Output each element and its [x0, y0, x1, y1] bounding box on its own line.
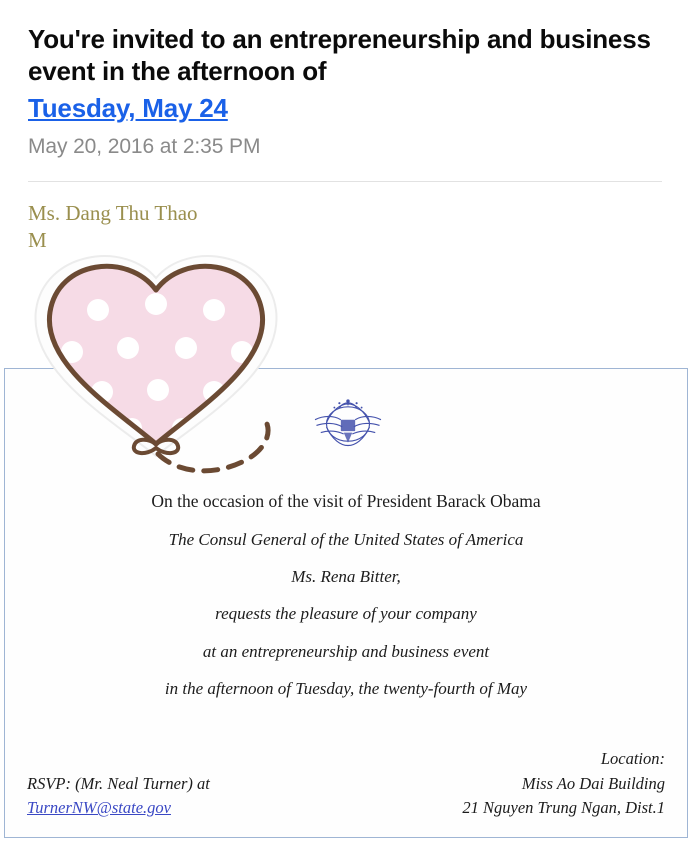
invitation-line: in the afternoon of Tuesday, the twenty-fourth of May	[164, 678, 528, 698]
email-header	[0, 0, 690, 159]
location-block	[462, 747, 665, 821]
rsvp-block	[27, 772, 210, 822]
recipient-name: Ms. Dang Thu Thao	[28, 200, 198, 225]
invitation-footer	[5, 747, 687, 821]
invitation-body	[5, 491, 687, 715]
invitation-line: Ms. Rena Bitter,	[291, 567, 401, 587]
location-line-2: 21 Nguyen Trung Ngan, Dist.1	[462, 798, 665, 818]
location-line-1: Miss Ao Dai Building	[521, 773, 665, 793]
email-timestamp: May 20, 2016 at 2:35 PM	[28, 134, 261, 158]
email-subject: You're invited to an entrepreneurship and business event in the afternoon of	[28, 24, 651, 86]
invitation-line: The Consul General of the United States of America	[168, 529, 524, 549]
rsvp-label: RSVP: (Mr. Neal Turner) at	[27, 773, 210, 793]
location-label: Location:	[600, 748, 665, 768]
event-date-link[interactable]: Tuesday, May 24	[28, 93, 228, 124]
recipient-block	[0, 182, 690, 254]
recipient-second-line: M	[28, 227, 47, 252]
invitation-line: On the occasion of the visit of President Barack Obama	[151, 491, 541, 511]
us-great-seal-icon	[305, 391, 391, 457]
invitation-line: requests the pleasure of your company	[215, 604, 477, 624]
rsvp-email-link[interactable]: TurnerNW@state.gov	[27, 798, 171, 818]
invitation-card	[4, 368, 688, 838]
invitation-line: at an entrepreneurship and business event	[202, 641, 490, 661]
